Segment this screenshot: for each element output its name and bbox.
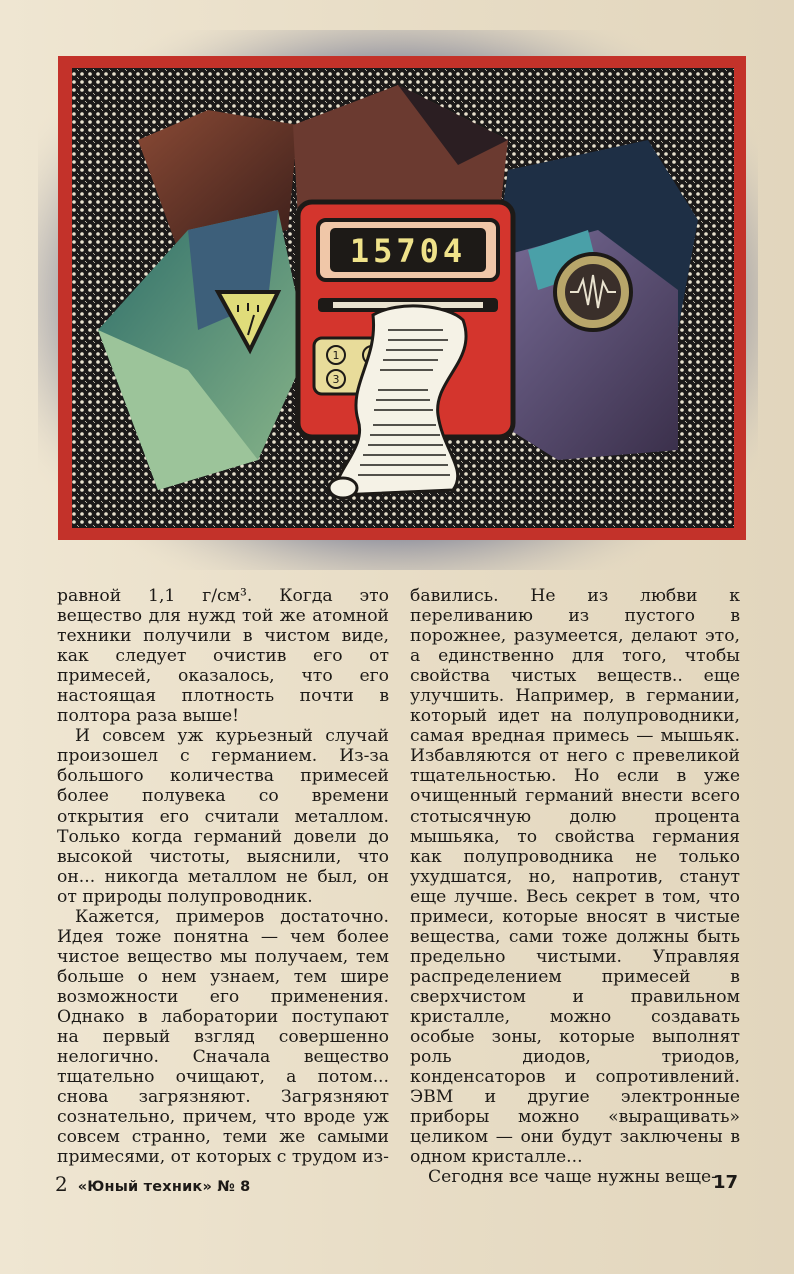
oscilloscope-badge-icon — [555, 254, 631, 330]
right-paragraph-2: Сегодня все чаще нужны веще- — [428, 1167, 717, 1188]
journal-title: «Юный техник» № 8 — [77, 1179, 251, 1195]
display-reading: 15704 — [349, 232, 467, 270]
illustration-svg — [38, 30, 758, 570]
left-paragraph-3: Кажется, примеров достаточно. Идея тоже понятна — чем более чистое вещество мы получаем, тем больше о нем узнаем, тем шире возможности его применения. Однако в лаборатории поступают на первый взгляд совершенно нелогично. Сначала вещество тщательно очищают, а потом... снова загрязняют. Загрязняют сознательно, причем, что вроде уж совсем странно, теми же самыми примесями, от которых с трудом из- — [57, 906, 389, 1168]
footer-left — [55, 1172, 250, 1196]
key-3: 3 — [332, 373, 340, 386]
left-paragraph-2: И совсем уж курьезный случай произошел с германием. Из-за большого количества примесей более полувека со времени открытия его считали металлом. Только когда германий довели до высокой чистоты, выяснили, что он... никогда металлом не был, он от природы полупроводник. — [57, 726, 389, 907]
key-1: 1 — [332, 349, 340, 362]
right-column — [410, 586, 740, 1187]
left-column — [57, 586, 389, 1167]
illustration — [38, 30, 758, 570]
page-number: 17 — [713, 1172, 739, 1193]
left-paragraph-1: равной 1,1 г/см³. Когда это вещество для нужд той же атомной техники получили в чистом виде, как следует очистив его от примесей, оказалось, что его настоящая плотность почти в полтора раза выше! — [57, 586, 389, 727]
right-paragraph-1: бавились. Не из любви к переливанию из пустого в порожнее, разумеется, делают это, а единственно для того, чтобы свойства чистых веществ.. еще улучшить. Например, в германии, который идет на полупроводники, самая вредная примесь — мышьяк. Избавляются от него с превеликой тщательностью. Но если в уже очищенный германий внести всего стотысячную долю процента мышьяка, то свойства германия как полупроводника не только ухудшатся, но, напротив, станут еще лучше. Весь секрет в том, что примеси, которые вносят в чистые вещества, сами тоже должны быть предельно чистыми. Управляя распределением примесей в сверхчистом и правильном кристалле, можно создавать особые зоны, которые выполнят роль диодов, триодов, конденсаторов и сопротивлений. ЭВМ и другие электронные приборы можно «выращивать» целиком — они будут заключены в одном кристалле... — [410, 586, 740, 1168]
footer-left-number: 2 — [55, 1172, 68, 1196]
